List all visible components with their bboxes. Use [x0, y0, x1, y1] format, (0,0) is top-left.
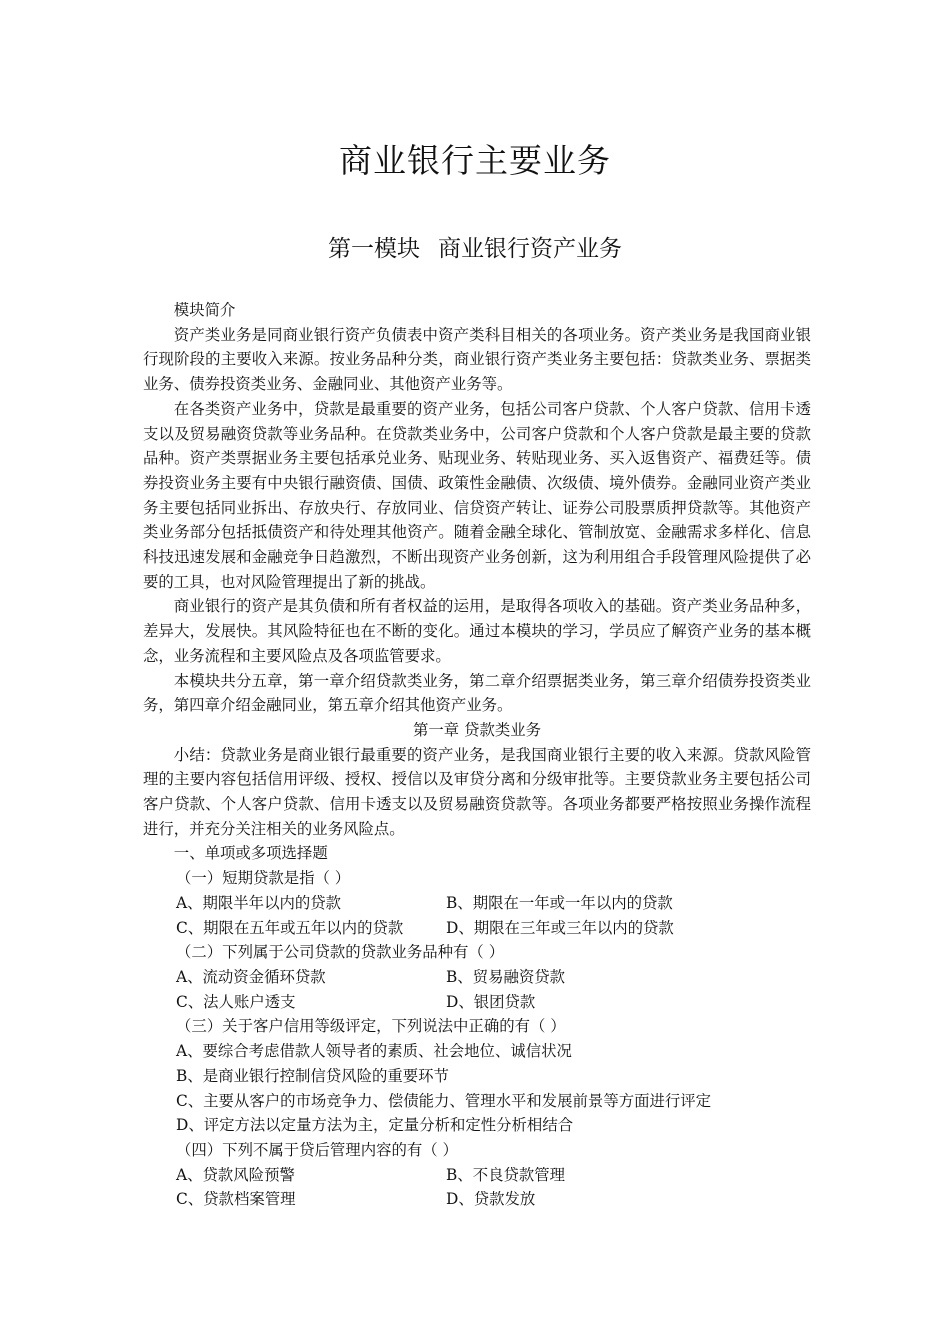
module-name: 商业银行资产业务: [438, 236, 622, 262]
question-3-option-c: C、主要从客户的市场竞争力、偿债能力、管理水平和发展前景等方面进行评定: [176, 1091, 712, 1110]
intro-heading: 模块简介: [173, 301, 236, 319]
question-1-option-b: B、期限在一年或一年以内的贷款: [446, 893, 673, 912]
question-2-stem: （二）下列属于公司贷款的贷款业务品种有（ ）: [176, 943, 505, 962]
question-1-option-c: C、期限在五年或五年以内的贷款: [176, 918, 404, 937]
module-number: 第一模块: [328, 236, 420, 262]
question-1-options-row-2: [143, 916, 811, 941]
question-3-stem: （三）关于客户信用等级评定，下列说法中正确的有（ ）: [176, 1017, 566, 1036]
question-3-option-d: D、评定方法以定量方法为主，定量分析和定性分析相结合: [176, 1116, 574, 1135]
question-1-option-d: D、期限在三年或三年以内的贷款: [446, 918, 674, 937]
question-3-option-b: B、是商业银行控制信贷风险的重要环节: [176, 1066, 449, 1085]
chapter-title: 第一章 贷款类业务: [412, 720, 542, 739]
question-2-option-c: C、法人账户透支: [176, 992, 296, 1011]
document-body: [143, 298, 811, 1212]
question-4-stem: （四）下列不属于贷后管理内容的有（ ）: [176, 1140, 458, 1159]
question-2-options-row-2: [143, 990, 811, 1015]
question-4-option-d: D、贷款发放: [446, 1190, 536, 1209]
question-4-option-b: B、不良贷款管理: [446, 1165, 566, 1184]
chapter-summary: 小结：贷款业务是商业银行最重要的资产业务，是我国商业银行主要的收入来源。贷款风险管理的主要内容包括信用评级、授权、授信以及审贷分离和分级审批等。主要贷款业务主要包括公司客户贷款、个人客户贷款、信用卡透支以及贸易融资贷款等。各项业务都要严格按照业务操作流程进行，并充分关注相关的业务风险点。: [143, 745, 811, 838]
section-heading: 一、单项或多项选择题: [173, 844, 328, 863]
question-2-option-b: B、贸易融资贷款: [446, 967, 566, 986]
intro-paragraph-4: 本模块共分五章，第一章介绍贷款类业务，第二章介绍票据类业务，第三章介绍债券投资类业务，第四章介绍金融同业，第五章介绍其他资产业务。: [143, 671, 811, 715]
question-1-options-row-1: [143, 891, 811, 916]
question-4-options-row-1: [143, 1163, 811, 1188]
question-1-option-a: A、期限半年以内的贷款: [176, 893, 342, 912]
intro-paragraph-1: 资产类业务是同商业银行资产负债表中资产类科目相关的各项业务。资产类业务是我国商业银行现阶段的主要收入来源。按业务品种分类，商业银行资产类业务主要包括：贷款类业务、票据类业务、债券投资类业务、金融同业、其他资产业务等。: [143, 325, 811, 394]
intro-paragraph-3: 商业银行的资产是其负债和所有者权益的运用，是取得各项收入的基础。资产类业务品种多，差异大，发展快。其风险特征也在不断的变化。通过本模块的学习，学员应了解资产业务的基本概念，业务流程和主要风险点及各项监管要求。: [143, 597, 811, 665]
question-2-option-a: A、流动资金循环贷款: [176, 967, 326, 986]
question-4-option-c: C、贷款档案管理: [176, 1190, 296, 1209]
question-4-option-a: A、贷款风险预警: [176, 1165, 295, 1184]
module-title: [0, 230, 950, 263]
document-title: 商业银行主要业务: [339, 141, 611, 180]
intro-paragraph-2: 在各类资产业务中，贷款是最重要的资产业务，包括公司客户贷款、个人客户贷款、信用卡透支以及贸易融资贷款等业务品种。在贷款类业务中，公司客户贷款和个人客户贷款是最主要的贷款品种。资产类票据业务主要包括承兑业务、贴现业务、转贴现业务、买入返售资产、福费廷等。债券投资业务主要有中央银行融资债、国债、政策性金融债、次级债、境外债券。金融同业资产类业务主要包括同业拆出、存放央行、存放同业、信贷资产转让、证券公司股票质押贷款等。其他资产类业务部分包括抵债资产和待处理其他资产。随着金融全球化、管制放宽、金融需求多样化、信息科技迅速发展和金融竞争日趋激烈，不断出现资产业务创新，这为利用组合手段管理风险提供了必要的工具，也对风险管理提出了新的挑战。: [143, 399, 811, 591]
question-3-option-a: A、要综合考虑借款人领导者的素质、社会地位、诚信状况: [176, 1042, 572, 1061]
question-4-options-row-2: [143, 1187, 811, 1212]
question-2-option-d: D、银团贷款: [446, 992, 536, 1011]
question-1-stem: （一）短期贷款是指（ ）: [176, 869, 351, 888]
question-2-options-row-1: [143, 965, 811, 990]
